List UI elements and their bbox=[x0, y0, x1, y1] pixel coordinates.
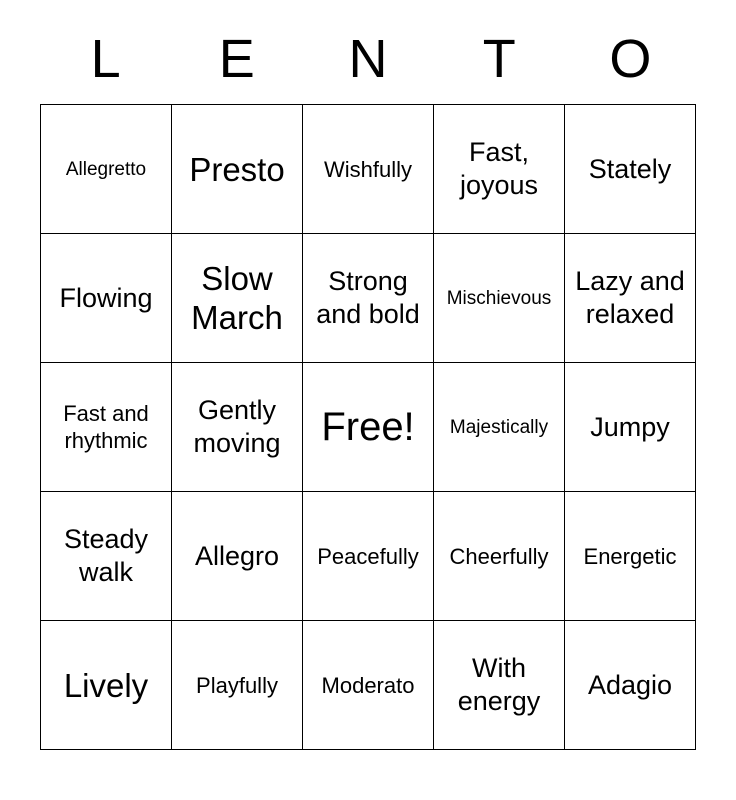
bingo-cell[interactable]: Mischievous bbox=[434, 234, 565, 363]
bingo-grid bbox=[40, 104, 696, 750]
header-letter-o: O bbox=[609, 29, 652, 89]
bingo-cell[interactable]: Energetic bbox=[565, 492, 696, 621]
bingo-cell[interactable]: Lazy and relaxed bbox=[565, 234, 696, 363]
bingo-cell[interactable]: Peacefully bbox=[303, 492, 434, 621]
bingo-cell[interactable]: Fast, joyous bbox=[434, 105, 565, 234]
bingo-cell[interactable]: Flowing bbox=[41, 234, 172, 363]
bingo-cell[interactable]: Playfully bbox=[172, 621, 303, 750]
table-row bbox=[41, 234, 696, 363]
table-row bbox=[41, 105, 696, 234]
bingo-cell[interactable]: With energy bbox=[434, 621, 565, 750]
bingo-cell[interactable]: Fast and rhythmic bbox=[41, 363, 172, 492]
header-letter-n: N bbox=[348, 29, 388, 89]
bingo-cell[interactable]: Stately bbox=[565, 105, 696, 234]
table-row bbox=[41, 492, 696, 621]
bingo-cell[interactable]: Strong and bold bbox=[303, 234, 434, 363]
bingo-cell[interactable]: Adagio bbox=[565, 621, 696, 750]
bingo-cell[interactable]: Gently moving bbox=[172, 363, 303, 492]
bingo-header bbox=[40, 0, 696, 90]
bingo-cell[interactable]: Majestically bbox=[434, 363, 565, 492]
bingo-cell[interactable]: Lively bbox=[41, 621, 172, 750]
bingo-cell[interactable]: Allegro bbox=[172, 492, 303, 621]
header-letter-l: L bbox=[90, 29, 121, 89]
bingo-cell[interactable]: Steady walk bbox=[41, 492, 172, 621]
bingo-cell[interactable]: Presto bbox=[172, 105, 303, 234]
bingo-cell[interactable]: Moderato bbox=[303, 621, 434, 750]
bingo-cell[interactable]: Jumpy bbox=[565, 363, 696, 492]
header-letter-t: T bbox=[482, 29, 516, 89]
bingo-cell[interactable]: Slow March bbox=[172, 234, 303, 363]
header-letter-e: E bbox=[218, 29, 255, 89]
table-row bbox=[41, 621, 696, 750]
bingo-cell-free[interactable]: Free! bbox=[303, 363, 434, 492]
bingo-cell[interactable]: Cheerfully bbox=[434, 492, 565, 621]
table-row bbox=[41, 363, 696, 492]
bingo-cell[interactable]: Allegretto bbox=[41, 105, 172, 234]
bingo-cell[interactable]: Wishfully bbox=[303, 105, 434, 234]
